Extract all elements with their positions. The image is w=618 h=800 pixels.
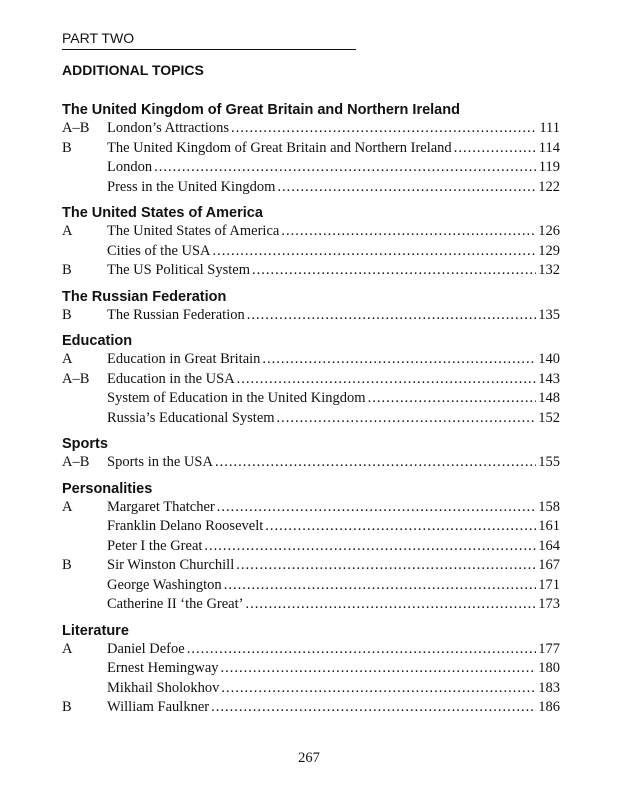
entry-title: Margaret Thatcher — [107, 498, 215, 515]
section-heading: Personalities — [62, 480, 153, 497]
entry-page-number: 148 — [538, 390, 560, 406]
entry-page-number: 129 — [538, 242, 560, 259]
entry-title: Ernest Hemingway — [107, 660, 219, 676]
dot-leader — [204, 537, 536, 557]
entry-title: Education in Great Britain — [107, 351, 261, 367]
toc-entry — [62, 576, 560, 596]
entry-page-number: 183 — [538, 679, 560, 696]
entry-level: B — [62, 557, 72, 573]
toc-entry — [62, 453, 560, 473]
entry-page-number: 111 — [539, 120, 560, 136]
contents-page — [62, 30, 560, 725]
entry-page-number: 158 — [538, 498, 560, 515]
part-label: PART TWO — [62, 30, 135, 46]
entry-page-number: 186 — [538, 699, 560, 715]
entry-page-number: 126 — [538, 223, 560, 239]
entry-page-number: 132 — [538, 262, 560, 278]
entry-title: The Russian Federation — [107, 306, 245, 323]
entry-title: Peter I the Great — [107, 537, 203, 554]
entry-title: London — [107, 159, 153, 175]
section-heading: The United Kingdom of Great Britain and Northern Ireland — [62, 102, 460, 118]
section-heading: Literature — [62, 622, 129, 639]
toc-entry — [62, 556, 560, 576]
entry-level: A — [62, 640, 73, 657]
dot-leader — [237, 370, 537, 390]
toc-section — [62, 204, 560, 281]
dot-leader — [236, 556, 536, 576]
dot-leader — [454, 139, 537, 159]
entry-title: Mikhail Sholokhov — [107, 679, 220, 696]
dot-leader — [252, 261, 536, 281]
toc-entry — [62, 595, 560, 615]
header-rule — [62, 49, 356, 50]
entry-level: A–B — [62, 370, 90, 387]
toc-entry — [62, 659, 560, 679]
entry-title: Sir Winston Churchill — [107, 557, 235, 573]
entry-title: Sports in the USA — [107, 454, 213, 470]
entry-level: B — [62, 262, 72, 278]
dot-leader — [265, 517, 536, 537]
entry-title: Education in the USA — [107, 370, 235, 387]
section-heading: The Russian Federation — [62, 288, 227, 305]
dot-leader — [231, 119, 537, 139]
page-title: ADDITIONAL TOPICS — [62, 62, 204, 78]
entry-page-number: 177 — [538, 640, 560, 657]
entry-page-number: 122 — [538, 178, 560, 195]
dot-leader — [245, 595, 536, 615]
dot-leader — [211, 698, 536, 718]
entry-page-number: 167 — [538, 557, 560, 573]
dot-leader — [368, 389, 537, 409]
toc-entry — [62, 698, 560, 718]
dot-leader — [213, 242, 537, 262]
dot-leader — [217, 498, 536, 518]
toc-entry — [62, 409, 560, 429]
entry-level: A — [62, 351, 73, 367]
toc-entry — [62, 306, 560, 326]
dot-leader — [277, 409, 537, 429]
toc-entry — [62, 370, 560, 390]
toc-entry — [62, 139, 560, 159]
entry-page-number: 180 — [538, 660, 560, 676]
dot-leader — [215, 453, 536, 473]
dot-leader — [221, 679, 536, 699]
toc-entry — [62, 119, 560, 139]
entry-title: The United Kingdom of Great Britain and Northern Ireland — [107, 139, 452, 156]
toc-entry — [62, 498, 560, 518]
entry-title: Franklin Delano Roosevelt — [107, 518, 264, 534]
toc-section — [62, 101, 560, 197]
entry-page-number: 140 — [538, 351, 560, 367]
entry-level: B — [62, 139, 72, 156]
entry-level: A–B — [62, 120, 90, 136]
entry-level: A–B — [62, 454, 90, 470]
entry-title: London’s Attractions — [107, 120, 230, 136]
entry-title: Catherine II ‘the Great’ — [107, 596, 244, 612]
entry-page-number: 143 — [538, 370, 560, 387]
entry-title: System of Education in the United Kingdom — [107, 390, 366, 406]
entry-page-number: 171 — [538, 576, 560, 593]
toc-section — [62, 288, 560, 326]
toc-entry — [62, 517, 560, 537]
section-heading: Education — [62, 333, 133, 349]
entry-page-number: 119 — [538, 159, 560, 175]
dot-leader — [154, 158, 537, 178]
entry-page-number: 152 — [538, 409, 560, 426]
toc-section — [62, 480, 560, 615]
toc-section — [62, 435, 560, 473]
entry-level: A — [62, 223, 73, 239]
entry-page-number: 164 — [538, 537, 560, 554]
entry-level: A — [62, 498, 73, 515]
entry-page-number: 173 — [538, 596, 560, 612]
entry-page-number: 135 — [538, 306, 560, 323]
entry-level: B — [62, 699, 72, 715]
toc-entry — [62, 242, 560, 262]
entry-title: Press in the United Kingdom — [107, 178, 276, 195]
dot-leader — [224, 576, 537, 596]
dot-leader — [221, 659, 537, 679]
toc-entry — [62, 178, 560, 198]
dot-leader — [262, 350, 536, 370]
toc-entry — [62, 158, 560, 178]
page-number: 267 — [298, 750, 320, 766]
dot-leader — [247, 306, 537, 326]
entry-page-number: 114 — [538, 139, 560, 156]
entry-title: William Faulkner — [107, 699, 210, 715]
toc-entry — [62, 222, 560, 242]
dot-leader — [277, 178, 536, 198]
section-heading: Sports — [62, 436, 108, 452]
toc-entry — [62, 537, 560, 557]
toc-entry — [62, 640, 560, 660]
entry-title: Russia’s Educational System — [107, 409, 275, 426]
dot-leader — [187, 640, 537, 660]
entry-title: The US Political System — [107, 262, 250, 278]
entry-title: The United States of America — [107, 223, 280, 239]
entry-page-number: 161 — [538, 518, 560, 534]
toc-section — [62, 622, 560, 718]
toc-sections — [62, 101, 560, 718]
toc-entry — [62, 679, 560, 699]
dot-leader — [281, 222, 536, 242]
toc-entry — [62, 350, 560, 370]
entry-level: B — [62, 306, 72, 323]
entry-title: Cities of the USA — [107, 242, 211, 259]
section-heading: The United States of America — [62, 205, 263, 221]
entry-title: Daniel Defoe — [107, 640, 185, 657]
toc-section — [62, 332, 560, 428]
entry-title: George Washington — [107, 576, 222, 593]
toc-entry — [62, 389, 560, 409]
toc-entry — [62, 261, 560, 281]
entry-page-number: 155 — [538, 454, 560, 470]
